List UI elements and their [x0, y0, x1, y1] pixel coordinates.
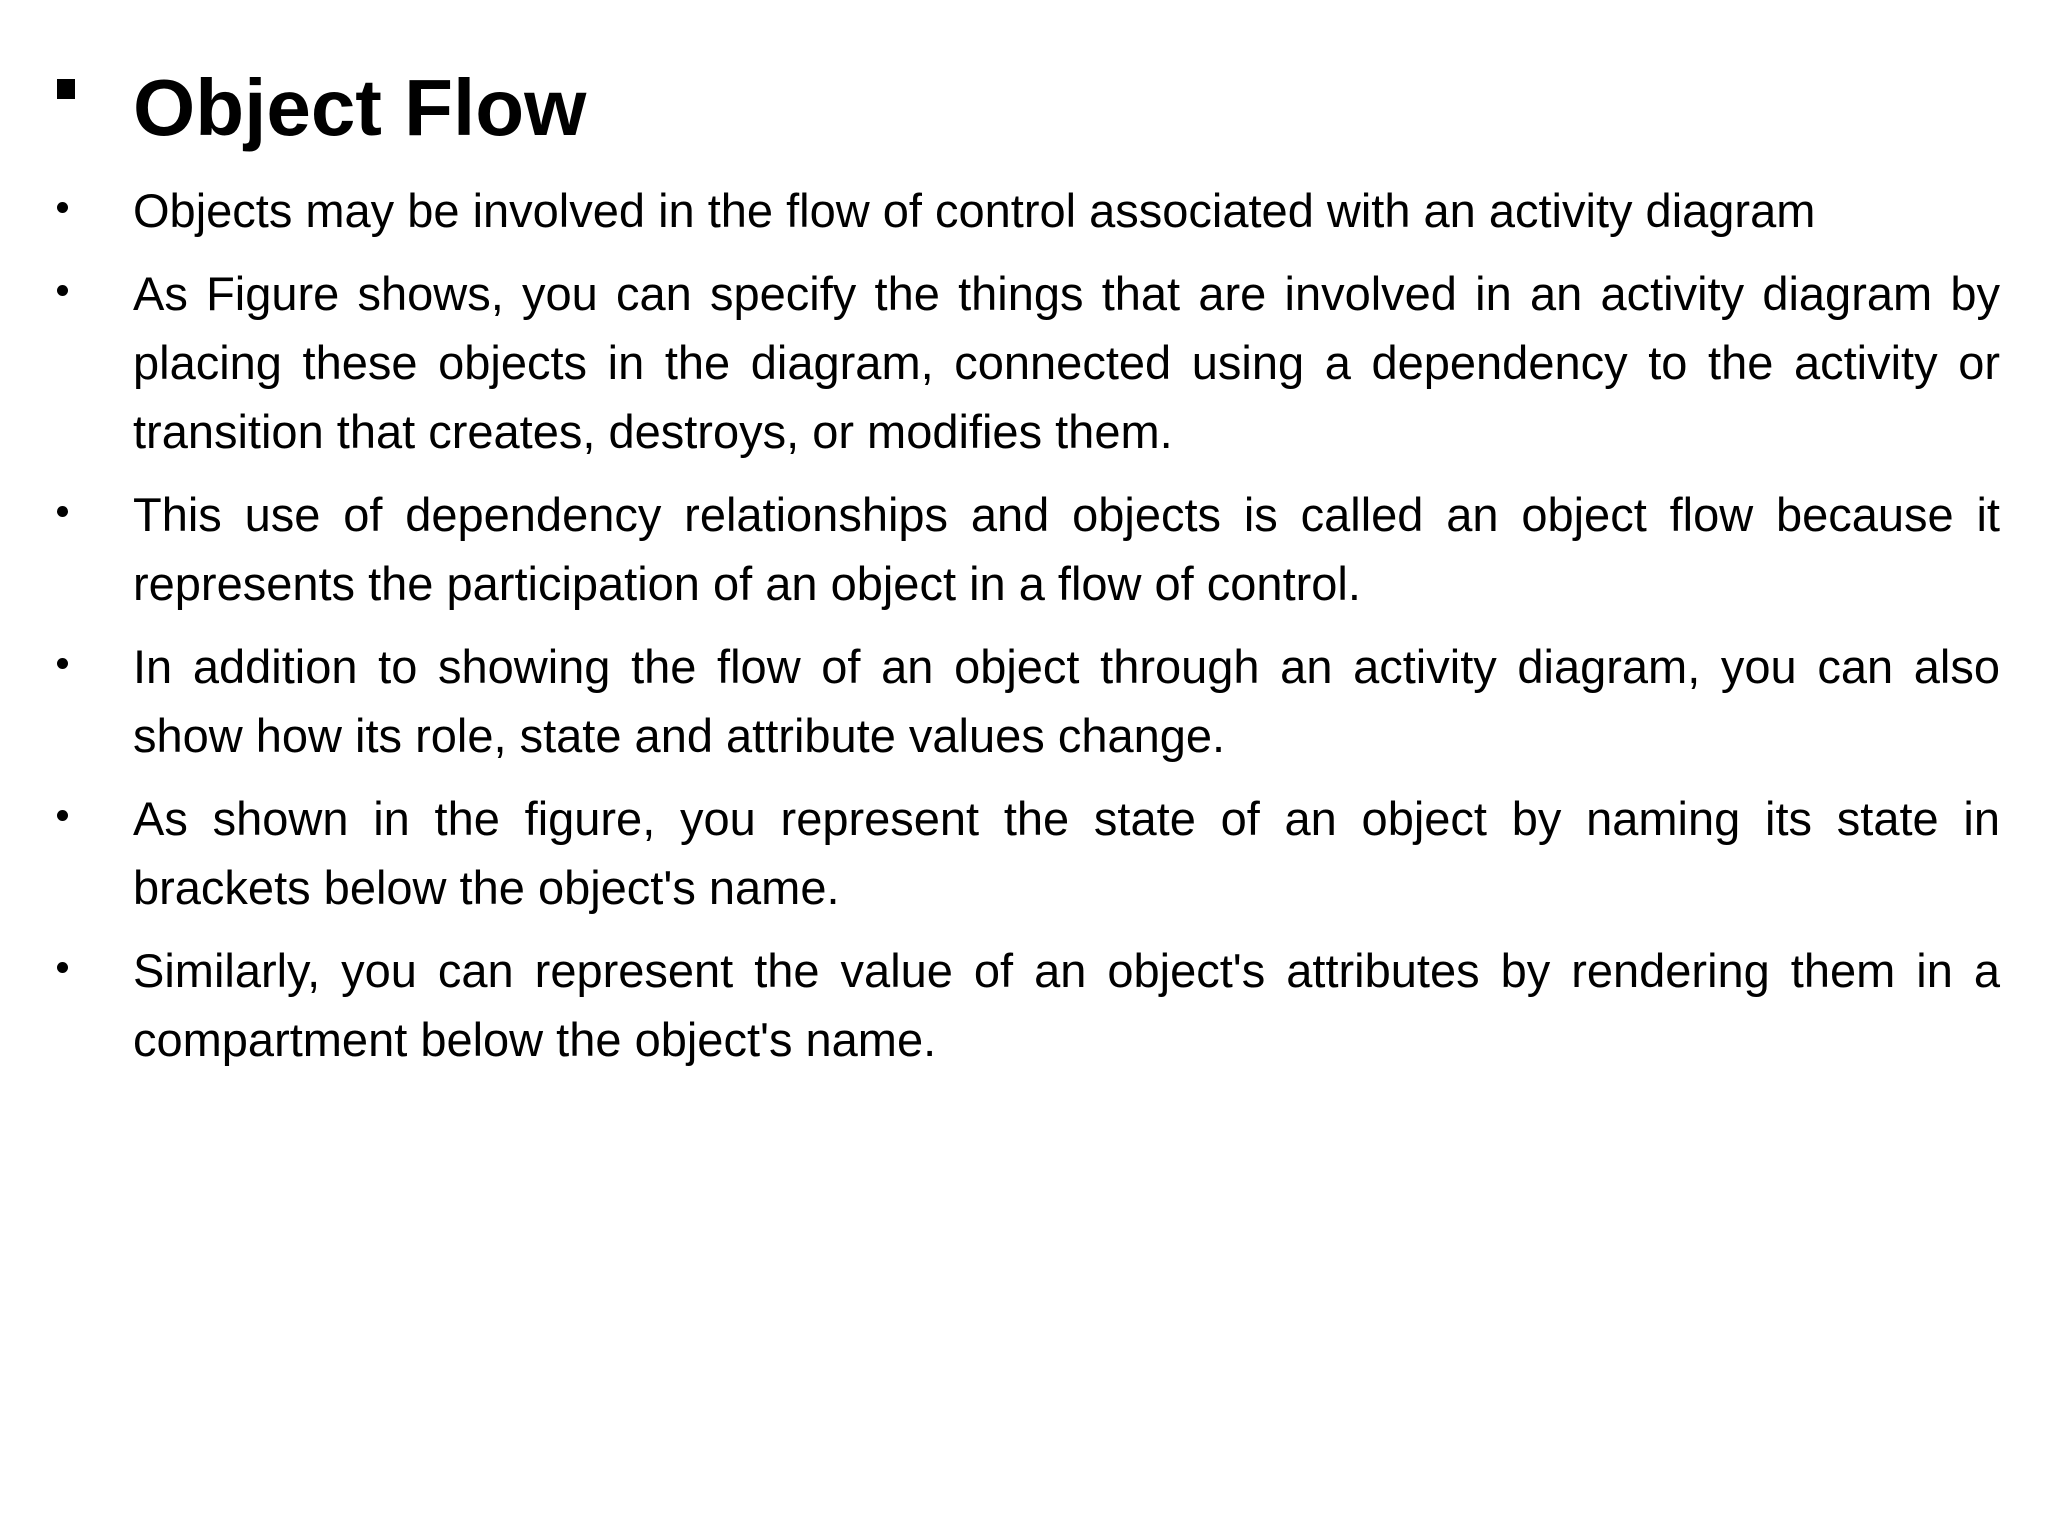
bullet-item: [57, 936, 2000, 1074]
title-row: [57, 58, 2007, 158]
bullet-item: [57, 176, 2000, 245]
bullet-dot-icon: [57, 506, 68, 517]
bullet-text: As Figure shows, you can specify the things that are involved in an activity diagram by placing these objects in the diagram, connected using a dependency to the activity or transition that creates, destroys, or modifies them.: [133, 267, 2000, 458]
bullet-item: [57, 784, 2000, 922]
bullet-dot-icon: [57, 810, 68, 821]
bullet-text: As shown in the figure, you represent the state of an object by naming its state in brackets below the object's name.: [133, 792, 2000, 914]
bullet-text: Similarly, you can represent the value of an object's attributes by rendering them in a compartment below the object's name.: [133, 944, 2000, 1066]
bullet-text: In addition to showing the flow of an object through an activity diagram, you can also show how its role, state and attribute values change.: [133, 640, 2000, 762]
slide-title: Object Flow: [133, 63, 587, 152]
bullet-item: [57, 480, 2000, 618]
bullet-dot-icon: [57, 962, 68, 973]
square-bullet-icon: [57, 79, 75, 99]
bullet-dot-icon: [57, 658, 68, 669]
bullet-list: [57, 176, 2000, 1088]
bullet-dot-icon: [57, 285, 68, 296]
bullet-dot-icon: [57, 202, 68, 213]
bullet-item: [57, 632, 2000, 770]
bullet-text: Objects may be involved in the flow of control associated with an activity diagram: [133, 184, 1816, 237]
bullet-item: [57, 259, 2000, 466]
bullet-text: This use of dependency relationships and objects is called an object flow because it represents the participation of an object in a flow of control.: [133, 488, 2000, 610]
